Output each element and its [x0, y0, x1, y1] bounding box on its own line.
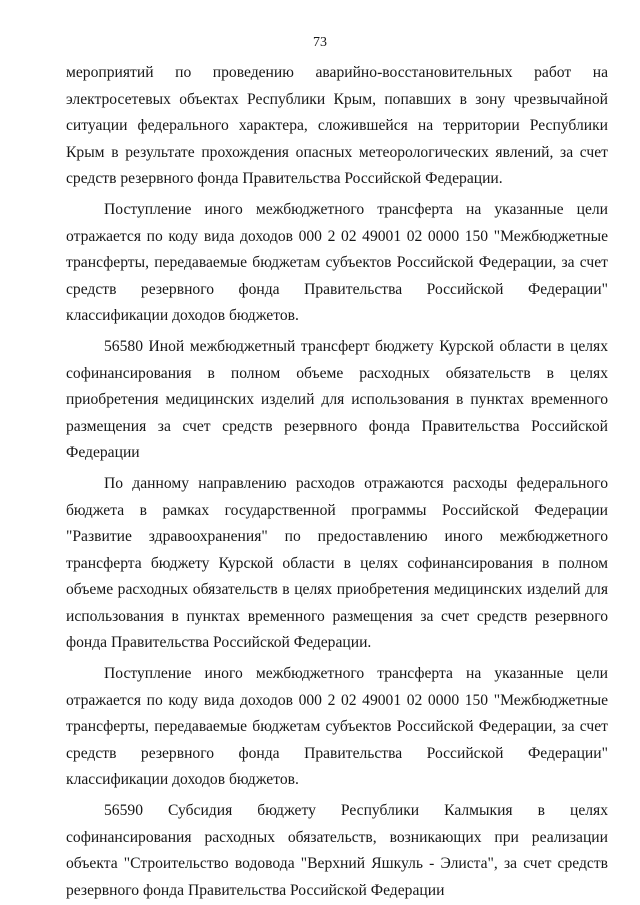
paragraph-continuation: мероприятий по проведению аварийно-восстановительных работ на электросетевых объектах Республики Крым, попавших в зону чрезвычайной ситуации федерального характера, сложившейся на территории Республики Крым в результате прохождения опасных метеорологических явлений, за счет средств резервного фонда Правительства Российской Федерации.	[66, 64, 608, 188]
page-number: 73	[313, 35, 327, 50]
document-body	[66, 60, 608, 905]
paragraph-item-56580-description: По данному направлению расходов отражаются расходы федерального бюджета в рамках государственной программы Российской Федерации "Развитие здравоохранения" по предоставлению иного межбюджетного трансферта бюджету Курской области в целях софинансирования в полном объеме расходных обязательств в целях приобретения медицинских изделий для использования в пунктах временного размещения за счет средств резервного фонда Правительства Российской Федерации.	[66, 474, 608, 652]
paragraph-item-56580: 56580 Иной межбюджетный трансферт бюджету Курской области в целях софинансирования в полном объеме расходных обязательств в целях приобретения медицинских изделий для использования в пунктах временного размещения за счет средств резервного фонда Правительства Российской Федерации	[66, 337, 608, 462]
paragraph-revenue-code-2: Поступление иного межбюджетного трансферта на указанные цели отражается по коду вида доходов 000 2 02 49001 02 0000 150 "Межбюджетные трансферты, передаваемые бюджетам субъектов Российской Федерации, за счет средств резервного фонда Правительства Российской Федерации" классификации доходов бюджетов.	[66, 665, 608, 789]
paragraph-item-56590: 56590 Субсидия бюджету Республики Калмыкия в целях софинансирования расходных обязательств, возникающих при реализации объекта "Строительство водовода "Верхний Яшкуль - Элиста", за счет средств резервного фонда Правительства Российской Федерации	[66, 802, 608, 899]
paragraph-revenue-code-1: Поступление иного межбюджетного трансферта на указанные цели отражается по коду вида доходов 000 2 02 49001 02 0000 150 "Межбюджетные трансферты, передаваемые бюджетам субъектов Российской Федерации, за счет средств резервного фонда Правительства Российской Федерации" классификации доходов бюджетов.	[66, 200, 608, 325]
